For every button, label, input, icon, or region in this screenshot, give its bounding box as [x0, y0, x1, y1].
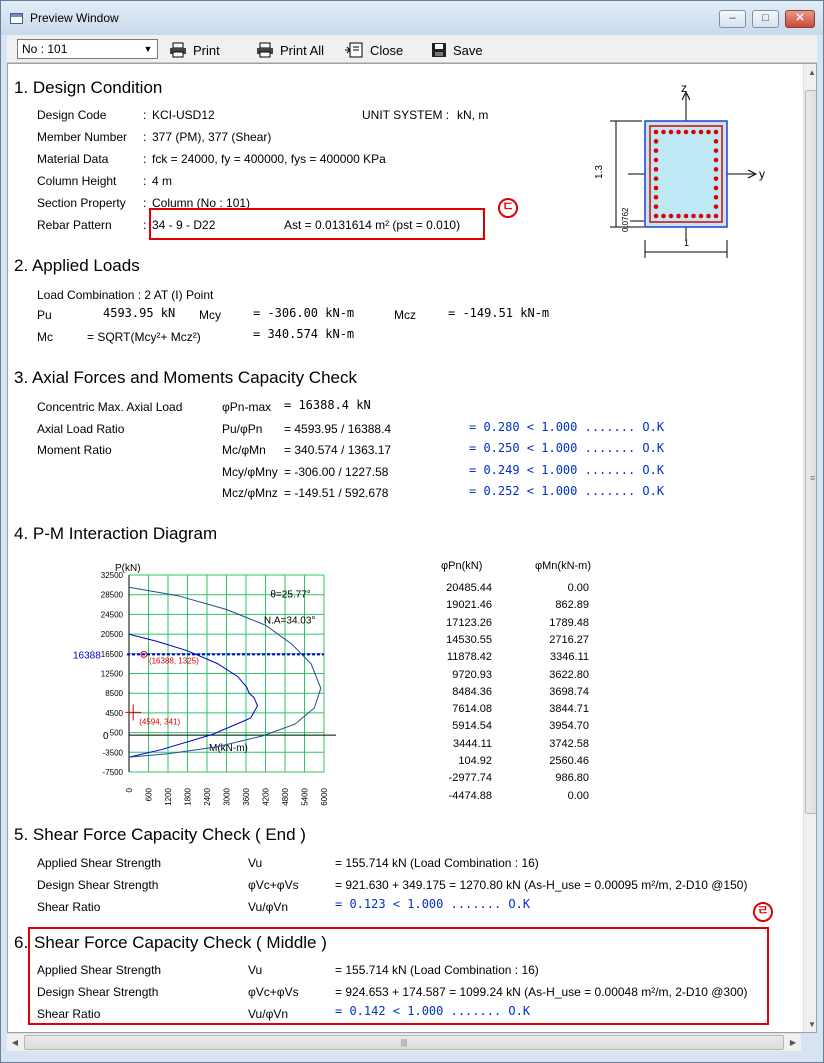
rebar-dot	[714, 214, 719, 219]
shear-ratio-result: = 0.142 < 1.000 ....... O.K	[335, 1004, 531, 1018]
rebar-dot	[654, 139, 659, 144]
mcy-label: Mcy	[199, 308, 221, 322]
rebar-area-value: Ast = 0.0131614 m² (pst = 0.010)	[284, 218, 461, 232]
rebar-dot	[691, 130, 696, 135]
mn-cell: 3346.11	[550, 651, 589, 664]
shear-row-symbol: Vu	[248, 963, 263, 977]
y-axis-label: y	[759, 167, 765, 181]
design-row-value: 377 (PM), 377 (Shear)	[152, 130, 272, 144]
rebar-dot	[714, 176, 719, 181]
close-window-button[interactable]: ✕	[785, 10, 815, 28]
mn-cell: 862.89	[555, 599, 589, 612]
pn-cell: 19021.46	[446, 599, 492, 612]
x-tick-label: 3000	[222, 788, 232, 806]
capacity-row-value: = -306.00 / 1227.58	[284, 464, 389, 479]
x-tick-label: 4800	[281, 788, 290, 806]
rebar-dot	[684, 214, 689, 219]
chevron-down-icon[interactable]: ▼	[143, 44, 153, 54]
mn-cell: 2560.46	[549, 755, 589, 767]
rebar-dot	[714, 148, 719, 153]
rebar-dot	[714, 204, 719, 209]
capacity-row-value: = 340.574 / 1363.17	[284, 443, 392, 457]
scroll-right-arrow-icon[interactable]: ▶	[789, 1038, 797, 1047]
scroll-down-arrow-icon[interactable]: ▼	[808, 1020, 816, 1029]
load-combination: Load Combination : 2 AT (I) Point	[37, 288, 214, 302]
rebar-dot	[676, 130, 681, 135]
capacity-row-value: = 4593.95 / 16388.4	[284, 421, 392, 436]
shear-row-label: Design Shear Strength	[37, 878, 159, 892]
shear-row-symbol: φVc+φVs	[248, 985, 299, 999]
rebar-highlight-box	[149, 208, 485, 240]
mn-cell: 986.80	[555, 772, 589, 785]
section-3-heading: 3. Axial Forces and Moments Capacity Check	[14, 368, 357, 387]
y-tick-label: 12500	[100, 669, 123, 679]
close-doc-icon	[344, 42, 364, 58]
rebar-dot	[684, 130, 689, 135]
design-row-value: 34 - 9 - D22	[152, 218, 216, 232]
capacity-row-result: = 0.250 < 1.000 ....... O.K	[469, 441, 665, 455]
rebar-dot	[654, 158, 659, 163]
design-row-sep: :	[143, 196, 147, 210]
unit-system-value: kN, m	[457, 108, 489, 122]
shear-row-symbol: Vu	[248, 856, 263, 870]
rebar-dot	[714, 158, 719, 163]
rebar-dot	[654, 130, 659, 135]
annotation-marker-1: ㄷ	[498, 198, 518, 218]
z-axis-label: z	[681, 81, 687, 95]
capacity-row-symbol: Mcy/φMny	[222, 464, 278, 479]
y-tick-label: -7500	[102, 768, 123, 777]
load-point-label: (4594, 341)	[139, 717, 181, 727]
member-select-value: No : 101	[22, 42, 68, 56]
rebar-dot	[654, 204, 659, 209]
design-row-label: Column Height	[37, 174, 117, 188]
rebar-dot	[654, 148, 659, 153]
unit-system-label: UNIT SYSTEM :	[362, 108, 450, 122]
capacity-row-symbol: φPn-max	[222, 400, 272, 414]
y-tick-label: 8500	[105, 689, 123, 699]
rebar-dot	[676, 214, 681, 219]
mn-cell: 2716.27	[549, 633, 589, 646]
design-row-sep: :	[143, 174, 147, 188]
rebar-dot	[699, 130, 704, 135]
rebar-dot	[661, 214, 666, 219]
capacity-row-symbol: Pu/φPn	[222, 421, 263, 436]
rebar-dot	[654, 176, 659, 181]
cover-label: 0.0762	[621, 207, 630, 232]
rebar-dot	[654, 186, 659, 191]
shear-row-value: = 924.653 + 174.587 = 1099.24 kN (As-H_use = 0.00048 m²/m, 2-D10 @300)	[335, 985, 748, 999]
vertical-scroll-thumb[interactable]	[805, 90, 817, 814]
mn-cell: 3622.80	[549, 668, 589, 681]
y-tick-label: 24500	[100, 610, 123, 620]
print-label: Print	[193, 42, 220, 58]
print-all-label: Print All	[280, 42, 325, 58]
mc-value: = 340.574 kN-m	[253, 327, 355, 341]
vertical-scrollbar[interactable]	[803, 64, 817, 1033]
section-width-label: 1	[684, 238, 690, 248]
pm-interaction-chart	[58, 558, 348, 808]
theta-label: θ=25.77°	[270, 589, 311, 601]
rebar-dot	[706, 214, 711, 219]
pn-cell: 9720.93	[452, 668, 492, 681]
rebar-dot	[691, 214, 696, 219]
shear-row-value: = 155.714 kN (Load Combination : 16)	[335, 856, 539, 870]
x-tick-label: 5400	[300, 788, 310, 806]
print-button[interactable]	[169, 41, 220, 59]
pn-cell: 5914.54	[452, 720, 492, 733]
pn-cell: -4474.88	[448, 789, 492, 802]
save-button[interactable]	[431, 41, 483, 59]
design-row-sep: :	[143, 218, 147, 232]
pn-cell: 14530.55	[446, 633, 492, 646]
shear-row-label: Applied Shear Strength	[37, 963, 162, 977]
capacity-row-symbol: Mc/φMn	[222, 443, 266, 457]
close-label: Close	[370, 42, 404, 58]
capacity-row-label: Concentric Max. Axial Load	[37, 400, 183, 414]
x-tick-label: 1800	[183, 788, 193, 806]
capacity-row-symbol: Mcz/φMnz	[222, 486, 278, 500]
x-axis-title: M(kN-m)	[209, 743, 248, 755]
rebar-dot	[654, 167, 659, 172]
capacity-row-result: = 0.280 < 1.000 ....... O.K	[469, 419, 665, 434]
mn-cell: 1789.48	[549, 616, 589, 629]
pn-cell: 20485.44	[446, 582, 492, 594]
design-row-value: KCI-USD12	[152, 108, 215, 122]
pm-curve-2	[129, 587, 321, 757]
rebar-dot	[714, 139, 719, 144]
design-row-sep: :	[143, 130, 147, 144]
scroll-left-arrow-icon[interactable]: ◀	[11, 1038, 19, 1047]
pu-label: Pu	[37, 308, 52, 322]
section-6-number: 6.	[14, 933, 29, 952]
mc-label: Mc	[37, 330, 53, 344]
pn-cell: 7614.08	[452, 703, 492, 716]
x-tick-label: 6000	[320, 788, 329, 806]
capacity-row-value: = 16388.4 kN	[284, 398, 371, 412]
rebar-dot	[714, 195, 719, 200]
shear-row-label: Shear Ratio	[37, 900, 101, 914]
mcy-value: = -306.00 kN-m	[253, 306, 355, 320]
x-tick-label: 0	[125, 788, 134, 793]
design-row-label: Section Property	[37, 196, 126, 210]
save-label: Save	[453, 42, 483, 58]
mcz-label: Mcz	[394, 308, 416, 322]
rebar-dot	[654, 214, 659, 219]
y-tick-label: 28500	[100, 590, 123, 600]
capacity-row-label: Moment Ratio	[37, 443, 112, 457]
x-tick-label: 600	[144, 788, 154, 802]
scroll-up-arrow-icon[interactable]: ▲	[808, 68, 816, 77]
design-row-sep: :	[143, 152, 147, 166]
shear-row-symbol: Vu/φVn	[248, 900, 289, 914]
phi-pn-header: φPn(kN)	[441, 560, 483, 572]
section-diagram	[584, 80, 774, 270]
pn-cell: 8484.36	[452, 685, 492, 698]
x-tick-label: 4200	[261, 788, 271, 806]
shear-row-label: Shear Ratio	[37, 1007, 101, 1021]
design-row-sep: :	[143, 108, 147, 122]
section-1-heading: 1. Design Condition	[14, 78, 163, 97]
design-row-value: fck = 24000, fy = 400000, fys = 400000 KPa	[152, 152, 386, 166]
print-all-button[interactable]	[256, 41, 324, 59]
mn-cell: 3954.70	[549, 720, 589, 733]
section-2-heading: 2. Applied Loads	[14, 256, 140, 275]
printer-icon	[169, 42, 187, 58]
rebar-dot	[714, 186, 719, 191]
pn-cell: 104.92	[458, 755, 492, 767]
mcz-value: = -149.51 kN-m	[448, 306, 550, 320]
shear-row-value: = 921.630 + 349.175 = 1270.80 kN (As-H_use = 0.00095 m²/m, 2-D10 @150)	[335, 878, 748, 892]
rebar-dot	[669, 214, 674, 219]
rebar-dot	[669, 130, 674, 135]
pmax-label: 16388	[73, 650, 101, 662]
horizontal-scroll-thumb[interactable]: |||	[24, 1035, 784, 1050]
concrete-section	[645, 121, 727, 227]
pn-cell: 17123.26	[446, 616, 492, 629]
mn-cell: 3742.58	[549, 737, 589, 750]
section-6-heading: Shear Force Capacity Check ( Middle )	[34, 933, 327, 952]
design-row-label: Design Code	[37, 108, 107, 122]
annotation-marker-2: ㄹ	[753, 902, 773, 922]
y-tick-label: 500	[109, 728, 123, 738]
design-row-label: Member Number	[37, 130, 128, 144]
pn-cell: 11878.42	[446, 651, 492, 664]
y-tick-label: 20500	[100, 630, 123, 640]
report-view[interactable]	[7, 63, 817, 1033]
x-tick-label: 1200	[164, 788, 173, 806]
capacity-row-label: Axial Load Ratio	[37, 421, 125, 436]
capacity-row-value: = -149.51 / 592.678	[284, 486, 389, 500]
rebar-dot	[661, 130, 666, 135]
shear-row-label: Design Shear Strength	[37, 985, 159, 999]
shear-row-label: Applied Shear Strength	[37, 856, 162, 870]
toolbar	[7, 35, 817, 63]
printer-all-icon	[256, 42, 274, 58]
section-5-heading: 5. Shear Force Capacity Check ( End )	[14, 825, 306, 844]
pn-cell: -2977.74	[448, 772, 492, 785]
rebar-dot	[714, 167, 719, 172]
neutral-axis-label: N.A=34.03°	[263, 615, 316, 627]
section-4-heading: 4. P-M Interaction Diagram	[14, 524, 218, 543]
capacity-row-result: = 0.252 < 1.000 ....... O.K	[469, 484, 665, 498]
x-tick-label: 2400	[203, 788, 212, 806]
window-title: Preview Window	[30, 11, 119, 25]
floppy-disk-icon	[431, 42, 447, 58]
shear-row-symbol: Vu/φVn	[248, 1007, 289, 1021]
rebar-dot	[714, 130, 719, 135]
phi-mn-header: φMn(kN-m)	[535, 560, 592, 572]
capacity-point-label: (16388, 1325)	[148, 656, 199, 666]
member-select[interactable]	[17, 39, 158, 59]
close-button[interactable]	[344, 41, 403, 59]
pu-value: 4593.95 kN	[103, 306, 176, 320]
title-bar[interactable]	[1, 1, 823, 35]
shear-row-value: = 155.714 kN (Load Combination : 16)	[335, 963, 539, 977]
design-row-label: Rebar Pattern	[37, 218, 112, 232]
design-row-value: 4 m	[152, 174, 173, 188]
y-tick-label: 16500	[100, 649, 123, 659]
y-zero-label: 0	[103, 731, 109, 743]
mn-cell: 3844.71	[549, 703, 589, 716]
restore-button[interactable]: □	[752, 10, 779, 28]
design-row-value: Column (No : 101)	[152, 196, 251, 210]
section-height-label: 1.3	[594, 165, 605, 179]
horizontal-scrollbar[interactable]	[7, 1033, 801, 1051]
rebar-dot	[654, 195, 659, 200]
y-tick-label: 4500	[105, 708, 123, 718]
pn-cell: 3444.11	[453, 737, 492, 750]
shear-ratio-result: = 0.123 < 1.000 ....... O.K	[335, 897, 531, 911]
minimize-button[interactable]: –	[719, 10, 746, 28]
mn-cell: 3698.74	[549, 685, 589, 698]
mn-cell: 0.00	[567, 789, 589, 802]
mc-formula: = SQRT(Mcy²+ Mcz²)	[87, 330, 201, 344]
rebar-dot	[699, 214, 704, 219]
x-tick-label: 3600	[242, 788, 251, 806]
window-icon	[10, 13, 23, 24]
rebar-dot	[706, 130, 711, 135]
grip-icon: ≡	[810, 473, 816, 483]
y-tick-label: -3500	[102, 748, 123, 758]
shear-row-symbol: φVc+φVs	[248, 878, 299, 892]
design-row-label: Material Data	[37, 152, 109, 166]
mn-cell: 0.00	[567, 582, 589, 594]
y-tick-label: 32500	[100, 571, 123, 580]
capacity-row-result: = 0.249 < 1.000 ....... O.K	[469, 462, 665, 477]
y-axis-title: P(kN)	[115, 563, 141, 574]
